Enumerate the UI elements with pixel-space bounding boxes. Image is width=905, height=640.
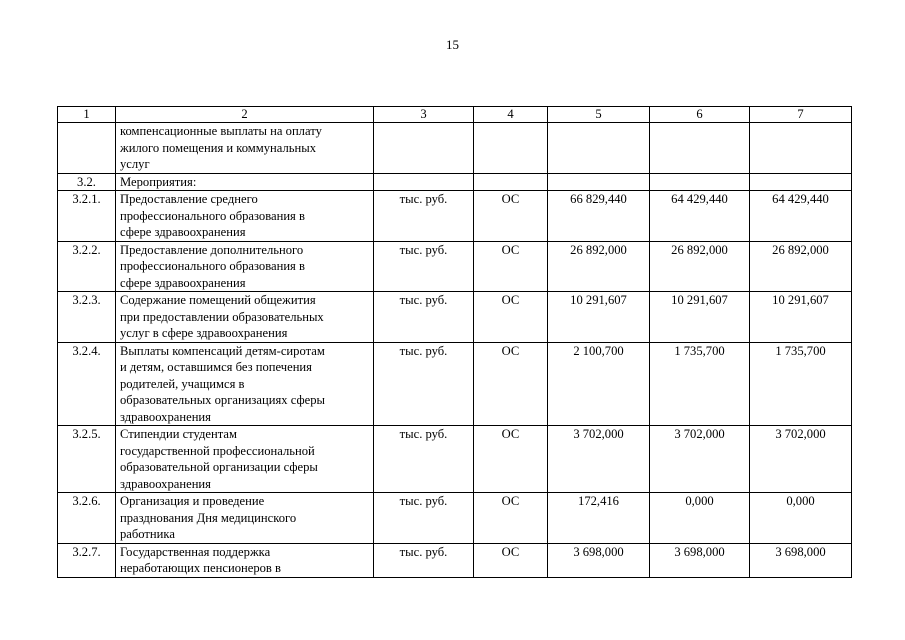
row-value-7: 0,000 bbox=[750, 493, 852, 544]
description-line: услуг в сфере здравоохранения bbox=[120, 326, 288, 340]
description-line: Организация и проведение bbox=[120, 494, 265, 508]
row-number: 3.2.5. bbox=[58, 426, 116, 493]
description-line: работника bbox=[120, 527, 175, 541]
column-header: 2 bbox=[116, 107, 374, 123]
description-line: компенсационные выплаты на оплату bbox=[120, 124, 322, 138]
row-value-7: 26 892,000 bbox=[750, 241, 852, 292]
table-row bbox=[58, 342, 852, 426]
description-line: здравоохранения bbox=[120, 476, 211, 491]
description-line: Стипендии студентам bbox=[120, 427, 237, 441]
row-description bbox=[116, 292, 374, 343]
description-line: Предоставление дополнительного bbox=[120, 242, 304, 257]
table-row bbox=[58, 123, 852, 174]
row-source: ОС bbox=[474, 191, 548, 242]
row-source: ОС bbox=[474, 493, 548, 544]
row-description bbox=[116, 191, 374, 242]
description-line: при предоставлении образовательных bbox=[120, 309, 324, 324]
row-source: ОС bbox=[474, 342, 548, 426]
row-number: 3.2.2. bbox=[58, 241, 116, 292]
row-value-5 bbox=[548, 123, 650, 174]
row-source bbox=[474, 123, 548, 174]
column-header: 7 bbox=[750, 107, 852, 123]
description-line: образовательных организациях сферы bbox=[120, 393, 325, 407]
description-line: жилого помещения и коммунальных bbox=[120, 140, 317, 155]
row-source: ОС bbox=[474, 543, 548, 577]
row-source: ОС bbox=[474, 292, 548, 343]
row-description bbox=[116, 123, 374, 174]
row-description bbox=[116, 426, 374, 493]
table-row bbox=[58, 426, 852, 493]
row-unit: тыс. руб. bbox=[374, 191, 474, 242]
row-value-6: 3 702,000 bbox=[650, 426, 750, 493]
row-description bbox=[116, 241, 374, 292]
row-unit: тыс. руб. bbox=[374, 292, 474, 343]
description-line: сфере здравоохранения bbox=[120, 225, 246, 239]
description-line: профессионального образования в bbox=[120, 208, 305, 223]
row-value-6: 1 735,700 bbox=[650, 342, 750, 426]
table-header-row bbox=[58, 107, 852, 123]
row-unit: тыс. руб. bbox=[374, 543, 474, 577]
row-value-5: 66 829,440 bbox=[548, 191, 650, 242]
row-value-7 bbox=[750, 123, 852, 174]
row-source: ОС bbox=[474, 426, 548, 493]
column-header: 4 bbox=[474, 107, 548, 123]
row-value-7: 64 429,440 bbox=[750, 191, 852, 242]
row-description bbox=[116, 493, 374, 544]
table-row bbox=[58, 292, 852, 343]
table-body bbox=[58, 123, 852, 578]
row-value-6: 64 429,440 bbox=[650, 191, 750, 242]
row-value-7: 10 291,607 bbox=[750, 292, 852, 343]
table-row bbox=[58, 543, 852, 577]
column-header: 5 bbox=[548, 107, 650, 123]
description-line: услуг bbox=[120, 157, 150, 171]
row-unit: тыс. руб. bbox=[374, 342, 474, 426]
row-number: 3.2. bbox=[58, 173, 116, 191]
row-value-6 bbox=[650, 173, 750, 191]
row-unit: тыс. руб. bbox=[374, 241, 474, 292]
table-row bbox=[58, 191, 852, 242]
table-row bbox=[58, 493, 852, 544]
table-row bbox=[58, 173, 852, 191]
row-value-6 bbox=[650, 123, 750, 174]
description-line: профессионального образования в bbox=[120, 259, 305, 273]
row-unit bbox=[374, 123, 474, 174]
description-line: Мероприятия: bbox=[120, 174, 197, 189]
row-unit bbox=[374, 173, 474, 191]
row-value-6: 3 698,000 bbox=[650, 543, 750, 577]
row-number: 3.2.3. bbox=[58, 292, 116, 343]
row-description bbox=[116, 543, 374, 577]
row-number: 3.2.7. bbox=[58, 543, 116, 577]
row-source bbox=[474, 173, 548, 191]
description-line: Предоставление среднего bbox=[120, 192, 258, 206]
description-line: здравоохранения bbox=[120, 409, 211, 424]
description-line: Государственная поддержка bbox=[120, 544, 271, 559]
description-line: и детям, оставшимся без попечения bbox=[120, 360, 312, 374]
row-value-5: 3 698,000 bbox=[548, 543, 650, 577]
row-value-5: 2 100,700 bbox=[548, 342, 650, 426]
column-header: 1 bbox=[58, 107, 116, 123]
row-unit: тыс. руб. bbox=[374, 493, 474, 544]
column-header: 3 bbox=[374, 107, 474, 123]
column-header: 6 bbox=[650, 107, 750, 123]
row-value-5: 3 702,000 bbox=[548, 426, 650, 493]
page-number: 15 bbox=[446, 37, 459, 52]
description-line: Выплаты компенсаций детям-сиротам bbox=[120, 343, 325, 358]
row-number: 3.2.4. bbox=[58, 342, 116, 426]
activities-table bbox=[57, 106, 852, 578]
row-description bbox=[116, 342, 374, 426]
row-value-5: 26 892,000 bbox=[548, 241, 650, 292]
description-line: государственной профессиональной bbox=[120, 443, 315, 458]
row-value-7: 3 702,000 bbox=[750, 426, 852, 493]
description-line: Содержание помещений общежития bbox=[120, 293, 316, 307]
description-line: образовательной организации сферы bbox=[120, 460, 318, 474]
row-value-6: 26 892,000 bbox=[650, 241, 750, 292]
description-line: празднования Дня медицинского bbox=[120, 510, 297, 525]
row-value-7 bbox=[750, 173, 852, 191]
row-source: ОС bbox=[474, 241, 548, 292]
row-number: 3.2.6. bbox=[58, 493, 116, 544]
row-value-7: 3 698,000 bbox=[750, 543, 852, 577]
row-value-5 bbox=[548, 173, 650, 191]
row-value-6: 0,000 bbox=[650, 493, 750, 544]
row-value-5: 172,416 bbox=[548, 493, 650, 544]
row-number bbox=[58, 123, 116, 174]
row-number: 3.2.1. bbox=[58, 191, 116, 242]
row-value-6: 10 291,607 bbox=[650, 292, 750, 343]
description-line: сфере здравоохранения bbox=[120, 275, 246, 290]
table-row bbox=[58, 241, 852, 292]
row-unit: тыс. руб. bbox=[374, 426, 474, 493]
row-value-7: 1 735,700 bbox=[750, 342, 852, 426]
description-line: родителей, учащимся в bbox=[120, 376, 245, 391]
row-description bbox=[116, 173, 374, 191]
description-line: неработающих пенсионеров в bbox=[120, 561, 281, 575]
row-value-5: 10 291,607 bbox=[548, 292, 650, 343]
